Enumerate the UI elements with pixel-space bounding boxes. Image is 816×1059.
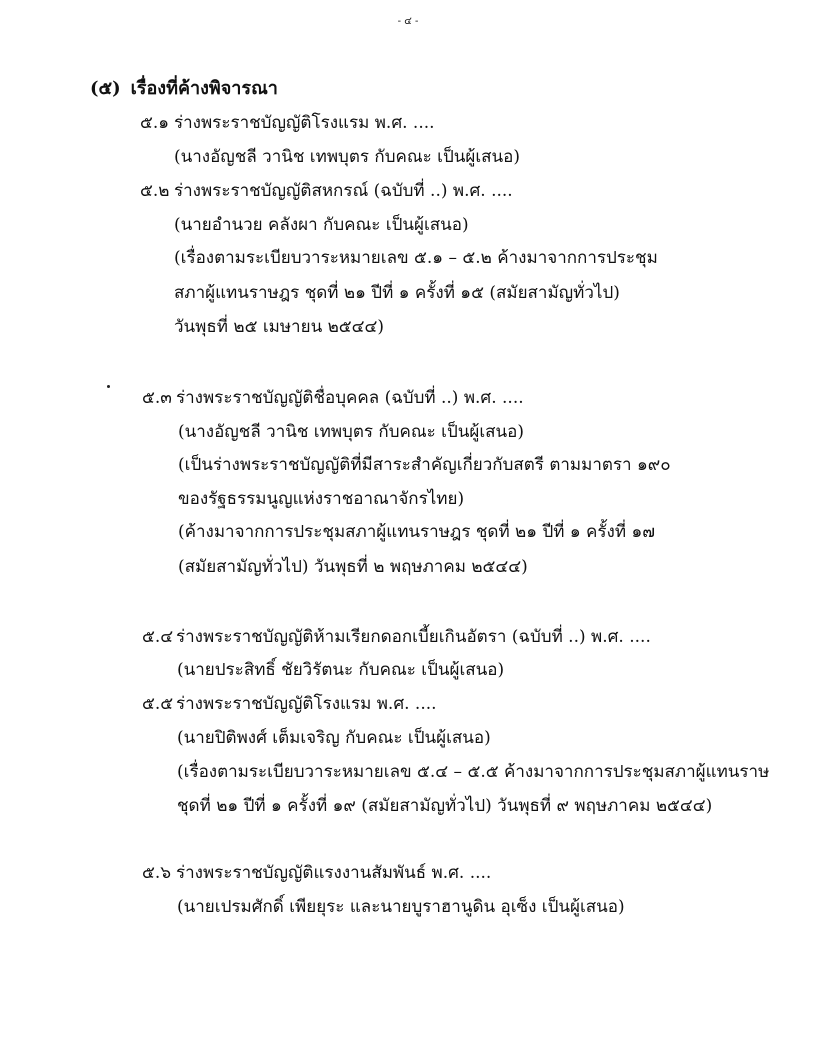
- agenda-item-title: [142, 388, 524, 408]
- page-number: - ๔ -: [397, 16, 419, 27]
- note-line: (สมัยสามัญทั่วไป) วันพุธที่ ๒ พฤษภาคม ๒๕๔๔): [178, 557, 528, 577]
- bill-title: ร่างพระราชบัญญัติโรงแรม พ.ศ. ....: [174, 113, 435, 133]
- section-heading: [90, 78, 278, 100]
- proposer-line: (นายเปรมศักดิ์ เพียยุระ และนายบูราฮานูดิน อุเซ็ง เป็นผู้เสนอ): [177, 897, 625, 917]
- section-number: (๕): [90, 78, 121, 99]
- proposer-line: (นางอัญชลี วานิช เทพบุตร กับคณะ เป็นผู้เสนอ): [174, 147, 520, 167]
- agenda-item-title: [140, 113, 435, 133]
- note-line: (เรื่องตามระเบียบวาระหมายเลข ๕.๔ – ๕.๕ ค้างมาจากการประชุมสภาผู้แทนราษ: [177, 762, 770, 782]
- bill-title: ร่างพระราชบัญญัติโรงแรม พ.ศ. ....: [176, 694, 437, 714]
- agenda-item-title: [142, 863, 491, 883]
- note-line: ชุดที่ ๒๑ ปีที่ ๑ ครั้งที่ ๑๙ (สมัยสามัญทั่วไป) วันพุธที่ ๙ พฤษภาคม ๒๕๔๔): [177, 796, 713, 816]
- proposer-line: (นายอำนวย คลังผา กับคณะ เป็นผู้เสนอ): [174, 215, 469, 235]
- note-line: (เป็นร่างพระราชบัญญัติที่มีสาระสำคัญเกี่ยวกับสตรี ตามมาตรา ๑๙๐: [178, 455, 671, 475]
- agenda-item-number: ๕.๕: [142, 694, 174, 714]
- note-line: สภาผู้แทนราษฎร ชุดที่ ๒๑ ปีที่ ๑ ครั้งที่ ๑๕ (สมัยสามัญทั่วไป): [174, 283, 620, 303]
- agenda-item-number: ๕.๖: [142, 863, 172, 883]
- note-line: (ค้างมาจากการประชุมสภาผู้แทนราษฎร ชุดที่ ๒๑ ปีที่ ๑ ครั้งที่ ๑๗: [178, 522, 656, 542]
- section-title: เรื่องที่ค้างพิจารณา: [130, 78, 278, 99]
- scan-speck: [107, 385, 110, 388]
- agenda-item-number: ๕.๔: [142, 627, 174, 647]
- bill-title: ร่างพระราชบัญญัติแรงงานสัมพันธ์ พ.ศ. ....: [176, 863, 492, 883]
- agenda-item-number: ๕.๓: [142, 388, 172, 408]
- bill-title: ร่างพระราชบัญญัติห้ามเรียกดอกเบี้ยเกินอัตรา (ฉบับที่ ..) พ.ศ. ....: [176, 627, 651, 647]
- agenda-item-number: ๕.๑: [140, 113, 170, 133]
- proposer-line: (นายปิติพงศ์ เต็มเจริญ กับคณะ เป็นผู้เสนอ): [177, 728, 491, 748]
- agenda-item-title: [142, 694, 437, 714]
- agenda-item-title: [140, 181, 513, 201]
- agenda-item-number: ๕.๒: [140, 181, 170, 201]
- note-line: วันพุธที่ ๒๕ เมษายน ๒๕๔๔): [174, 317, 385, 337]
- bill-title: ร่างพระราชบัญญัติชื่อบุคคล (ฉบับที่ ..) พ.ศ. ....: [176, 388, 524, 408]
- proposer-line: (นางอัญชลี วานิช เทพบุตร กับคณะ เป็นผู้เสนอ): [178, 422, 524, 442]
- bill-title: ร่างพระราชบัญญัติสหกรณ์ (ฉบับที่ ..) พ.ศ. ....: [174, 181, 513, 201]
- note-line: (เรื่องตามระเบียบวาระหมายเลข ๕.๑ – ๕.๒ ค้างมาจากการประชุม: [174, 248, 658, 268]
- agenda-item-title: [142, 627, 651, 647]
- note-line: ของรัฐธรรมนูญแห่งราชอาณาจักรไทย): [178, 489, 465, 509]
- proposer-line: (นายประสิทธิ์ ชัยวิรัตนะ กับคณะ เป็นผู้เสนอ): [177, 660, 505, 680]
